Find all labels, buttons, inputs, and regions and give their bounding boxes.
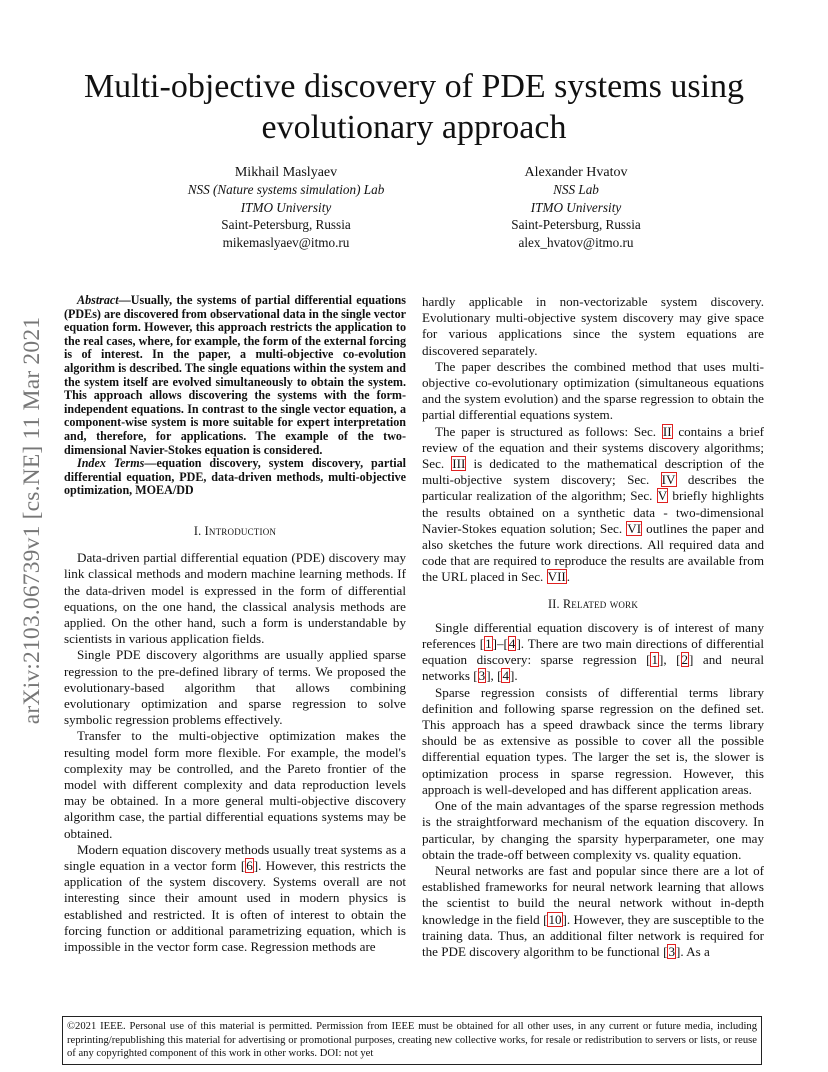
citation-link[interactable]: 4: [508, 636, 516, 652]
index-terms-text: —equation discovery, system discovery, partial differential equation, PDE, data-driven methods, multi-objective optimization, MOEA/DD: [64, 456, 406, 498]
citation-link[interactable]: 1: [485, 636, 492, 652]
text-run: ], [: [659, 652, 681, 668]
body-paragraph: [422, 863, 764, 960]
text-run: briefly highlights the results obtained on a synthetic data - two-dimensional Navier-Stokes equation solution; Sec.: [422, 488, 764, 536]
body-paragraph: [422, 620, 764, 685]
body-paragraph: One of the main advantages of the sparse regression methods is the straightforward mechanism of the equation discovery. In particular, by changing the sparsity hyperparameter, one may obtain the trade-off between complexity vs. quality equation.: [422, 798, 764, 862]
text-run: Modern equation discovery methods usually treat systems as a single equation in a vector form [: [64, 841, 406, 873]
section-heading-introduction: I. Introduction: [193, 523, 277, 538]
author-affiliation: NSS (Nature systems simulation) Lab: [187, 182, 385, 198]
author-email[interactable]: mikemaslyaev@itmo.ru: [222, 234, 350, 250]
author-university: ITMO University: [530, 199, 622, 215]
left-column: [64, 294, 406, 955]
intro-paragraph: Data-driven partial differential equation (PDE) discovery may link classical methods and modern machine learning methods. If the data-driven model is expressed in the form of differential equations, on the one hand, the classical analysis methods are applied. On the other hand, such a form is understandable by scientists in various application fields.: [64, 550, 406, 647]
body-paragraph: hardly applicable in non-vectorizable system discovery. Evolutionary multi-objective system discovery may give space for various applications since the system equations are discovered separately.: [422, 294, 764, 358]
author-name: Mikhail Maslyaev: [234, 165, 338, 180]
arxiv-stamp: [18, 285, 48, 755]
body-paragraph: The paper describes the combined method that uses multi-objective co-evolutionary optimization (simultaneous equations and the system evolution) and the sparse regression to obtain the partial differential equations system.: [422, 358, 764, 423]
intro-paragraph: Single PDE discovery algorithms are usually applied sparse regression to the pre-defined library of terms. We proposed the evolutionary-based algorithm that allows combining evolutionary optimization and sparse regression to solve symbolic regression problems effectively.: [64, 647, 406, 728]
copyright-notice: ©2021 IEEE. Personal use of this material is permitted. Permission from IEEE must be obtained for all other uses, in any current or future media, including reprinting/republishing this material for advertising or promotional purposes, creating new collective works, for resale or redistribution to servers or lists, or reuse of any copyrighted component of this work in other works. DOI: not yet: [62, 1016, 762, 1065]
text-run: Single differential equation discovery is of interest of many references [: [422, 619, 764, 652]
paper-title: Multi-objective discovery of PDE systems using evolutionary approach: [83, 68, 745, 146]
body-paragraph: Sparse regression consists of differential terms library definition and following sparse regression on the defined set. This approach has a speed drawback since the terms library should be as extensive as possible to cover all the possible differential equation types. The larger the set is, the slower is optimization process in sparse regression. However, this approach is well-developed and has different application areas.: [422, 684, 764, 797]
section-link[interactable]: II: [662, 423, 672, 439]
text-run: Neural networks are fast and popular since there are a lot of established frameworks for neural network learning that allows the scientist to build the neural network without in-depth knowledge in the field [: [422, 862, 764, 927]
author-city: Saint-Petersburg, Russia: [511, 217, 641, 233]
text-run: outlines the paper and also sketches the future work directions. All required data and code that are required to reproduce the results are available from the URL placed in Sec.: [422, 520, 764, 585]
text-run: The paper is structured as follows: Sec.: [435, 423, 662, 439]
text-run: ] and neural networks [: [422, 652, 764, 684]
section-link[interactable]: V: [657, 488, 668, 504]
text-run: describes the particular realization of the algorithm; Sec.: [422, 472, 765, 504]
citation-link[interactable]: 1: [651, 652, 659, 668]
arxiv-stamp-text: arXiv:2103.06739v1 [cs.NE] 11 Mar 2021: [19, 316, 46, 724]
abstract-lead: Abstract: [77, 293, 119, 307]
section-link[interactable]: III: [452, 456, 466, 472]
author-university: ITMO University: [240, 199, 332, 215]
abstract-text: —Usually, the systems of partial differential equations (PDEs) are discovered from observational data in the single vector equation form. However, this approach restricts the application to the real cases, where, for example, the form of the external forcing is of interest. In the paper, a multi-objective co-evolution algorithm is described. The single equations within the system and the system itself are evolved simultaneously to obtain the system. This approach allows discovering the systems with the form-independent equations. In contrast to the single vector equation, a component-wise system is more suitable for expert interpretation and, therefore, for applications. The example of the two-dimensional Navier-Stokes equation is considered.: [64, 293, 406, 457]
citation-link[interactable]: 6: [246, 857, 253, 873]
text-run: ]. As a: [676, 943, 710, 959]
citation-link[interactable]: 3: [668, 943, 675, 959]
author-city: Saint-Petersburg, Russia: [221, 217, 351, 233]
section-link[interactable]: IV: [661, 472, 676, 488]
text-run: ].: [510, 668, 518, 684]
citation-link[interactable]: 3: [478, 668, 486, 684]
text-run: ]. However, they are susceptible to the training data. Thus, an additional filter network is required for the PDE discovery algorithm to be functional [: [422, 911, 764, 959]
section-link[interactable]: VI: [627, 520, 642, 536]
body-paragraph: [422, 424, 764, 586]
right-column: [422, 294, 764, 960]
citation-link[interactable]: 2: [681, 652, 689, 668]
citation-link[interactable]: 4: [502, 668, 510, 684]
author-name: Alexander Hvatov: [524, 165, 628, 180]
index-terms-lead: Index Terms: [77, 456, 145, 471]
author-2: [446, 164, 706, 251]
text-run: ]. There are two main directions of differential equation discovery: sparse regression [: [422, 636, 764, 668]
text-run: is dedicated to the mathematical description of the multi-objective system discovery; Sec.: [422, 456, 765, 488]
text-run: ]–[: [492, 636, 508, 652]
section-heading-related-work: II. Related work: [547, 596, 639, 611]
text-run: ]. However, this restricts the application of the system discovery. Systems overall are not interesting since their amount used in modern physics is established and restricted. It is often of interest to obtain the forcing function or additional parametrizing equation, which is impossible in the vector form case. Regression methods are: [64, 857, 406, 954]
section-link[interactable]: VII: [547, 569, 566, 585]
intro-paragraph: Transfer to the multi-objective optimization makes the resulting model form more flexible. For example, the model's complexity may be controlled, and the Pareto frontier of the model with different complexity and data reproduction levels may be obtained. In a more general multi-objective discovery algorithm case, the partial differential equations systems may be obtained.: [64, 728, 406, 841]
author-email[interactable]: alex_hvatov@itmo.ru: [518, 234, 634, 250]
text-run: ], [: [486, 668, 502, 684]
author-1: [156, 164, 416, 251]
author-affiliation: NSS Lab: [553, 182, 599, 198]
citation-link[interactable]: 10: [548, 911, 562, 927]
index-terms: [64, 457, 406, 498]
text-run: contains a brief review of the equation and their systems discovery algorithms; Sec.: [422, 423, 764, 472]
abstract: [64, 294, 406, 457]
intro-paragraph: [64, 842, 406, 955]
text-run: .: [566, 569, 571, 585]
